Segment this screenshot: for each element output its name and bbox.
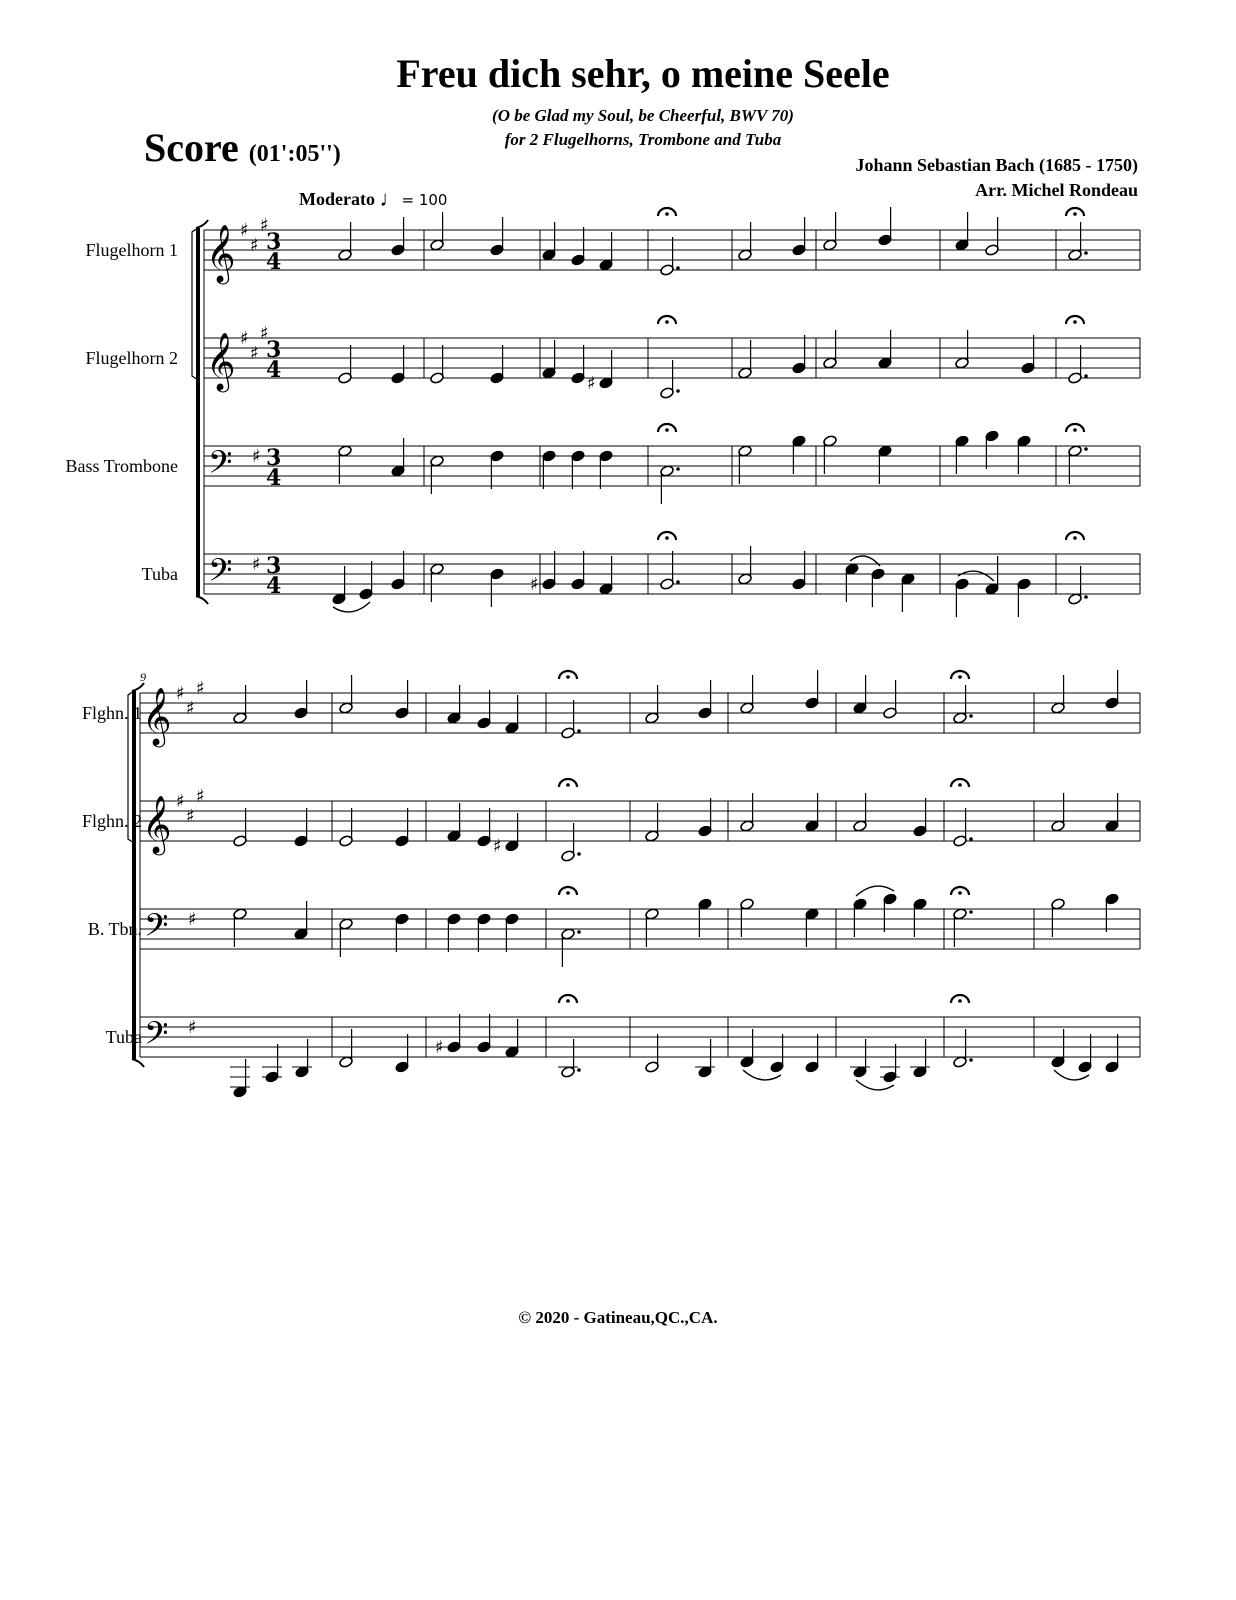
- time-signature-top: 3: [266, 445, 282, 471]
- fermata-dot: [1073, 320, 1077, 324]
- time-signature-bottom: 4: [266, 465, 282, 491]
- arranger-credit: Arr. Michel Rondeau: [975, 180, 1138, 200]
- fermata-dot: [665, 212, 669, 216]
- augmentation-dot: [676, 266, 680, 270]
- fermata-dot: [958, 783, 962, 787]
- augmentation-dot: [1084, 251, 1088, 255]
- fermata-dot: [665, 536, 669, 540]
- treble-clef: 𝄞: [206, 224, 236, 282]
- instrument-name: Tuba: [105, 1027, 142, 1047]
- key-sharp: ♯: [186, 806, 195, 827]
- augmentation-dot: [676, 580, 680, 584]
- time-signature-top: 3: [266, 229, 282, 255]
- fermata-dot: [958, 999, 962, 1003]
- treble-clef: 𝄞: [206, 332, 236, 390]
- augmentation-dot: [1084, 374, 1088, 378]
- score-word: Score: [144, 125, 239, 170]
- time-signature-bottom: 4: [266, 357, 282, 383]
- augmentation-dot: [1084, 447, 1088, 451]
- augmentation-dot: [969, 714, 973, 718]
- augmentation-dot: [1084, 595, 1088, 599]
- instrument-name: Tuba: [141, 564, 178, 584]
- fermata-dot: [1073, 536, 1077, 540]
- tempo-text: Moderato: [299, 189, 375, 209]
- fermata-dot: [665, 428, 669, 432]
- bass-clef: 𝄢: [208, 552, 233, 596]
- fermata-dot: [566, 891, 570, 895]
- fermata-dot: [566, 999, 570, 1003]
- augmentation-dot: [969, 1058, 973, 1062]
- augmentation-dot: [577, 729, 581, 733]
- bass-clef: 𝄢: [144, 1015, 169, 1059]
- key-sharp: ♯: [260, 323, 269, 344]
- augmentation-dot: [969, 837, 973, 841]
- accidental-sharp: ♯: [587, 373, 596, 394]
- bass-clef: 𝄢: [208, 444, 233, 488]
- instrument-name: Flugelhorn 1: [85, 240, 178, 260]
- key-sharp: ♯: [196, 786, 205, 807]
- fermata-dot: [665, 320, 669, 324]
- key-sharp: ♯: [186, 698, 195, 719]
- fermata-dot: [958, 675, 962, 679]
- accidental-sharp: ♯: [530, 574, 539, 595]
- measure-number: 9: [140, 670, 146, 684]
- slur: [856, 886, 894, 896]
- bracket-hook: [132, 1059, 144, 1067]
- time-signature-bottom: 4: [266, 573, 282, 599]
- key-sharp: ♯: [188, 1017, 197, 1038]
- key-sharp: ♯: [196, 678, 205, 699]
- fermata-dot: [1073, 428, 1077, 432]
- augmentation-dot: [577, 852, 581, 856]
- key-sharp: ♯: [240, 220, 249, 241]
- key-sharp: ♯: [250, 343, 259, 364]
- key-sharp: ♯: [252, 554, 261, 575]
- key-sharp: ♯: [188, 909, 197, 930]
- fermata-dot: [566, 783, 570, 787]
- tempo-bpm: = 100: [401, 191, 448, 209]
- fermata-dot: [1073, 212, 1077, 216]
- key-sharp: ♯: [176, 791, 185, 812]
- copyright-footer: © 2020 - Gatineau,QC.,CA.: [518, 1308, 718, 1327]
- duration-label: (01':05''): [248, 141, 341, 167]
- augmentation-dot: [676, 389, 680, 393]
- treble-clef: 𝄞: [142, 687, 172, 745]
- instrument-name: Flugelhorn 2: [85, 348, 178, 368]
- fermata-dot: [958, 891, 962, 895]
- time-signature-bottom: 4: [266, 249, 282, 275]
- key-sharp: ♯: [252, 446, 261, 467]
- score-title: Freu dich sehr, o meine Seele: [396, 51, 890, 96]
- key-sharp: ♯: [240, 328, 249, 349]
- quarter-note-icon: ♩: [379, 186, 402, 211]
- augmentation-dot: [577, 930, 581, 934]
- instrument-name: Bass Trombone: [65, 456, 178, 476]
- accidental-sharp: ♯: [493, 836, 502, 857]
- treble-clef: 𝄞: [142, 795, 172, 853]
- instrument-name: B. Tbn.: [87, 919, 142, 939]
- fermata-dot: [566, 675, 570, 679]
- instrumentation-line: for 2 Flugelhorns, Trombone and Tuba: [504, 130, 782, 149]
- key-sharp: ♯: [260, 215, 269, 236]
- time-signature-top: 3: [266, 553, 282, 579]
- accidental-sharp: ♯: [435, 1037, 444, 1058]
- instrument-name: Flghn. 2: [81, 811, 142, 831]
- augmentation-dot: [676, 467, 680, 471]
- bracket-hook: [196, 596, 208, 604]
- time-signature-top: 3: [266, 337, 282, 363]
- key-sharp: ♯: [176, 683, 185, 704]
- augmentation-dot: [969, 910, 973, 914]
- bass-clef: 𝄢: [144, 907, 169, 951]
- key-sharp: ♯: [250, 235, 259, 256]
- instrument-name: Flghn. 1: [81, 703, 142, 723]
- composer-credit: Johann Sebastian Bach (1685 - 1750): [855, 155, 1138, 175]
- score-subtitle: (O be Glad my Soul, be Cheerful, BWV 70): [492, 106, 794, 125]
- augmentation-dot: [577, 1068, 581, 1072]
